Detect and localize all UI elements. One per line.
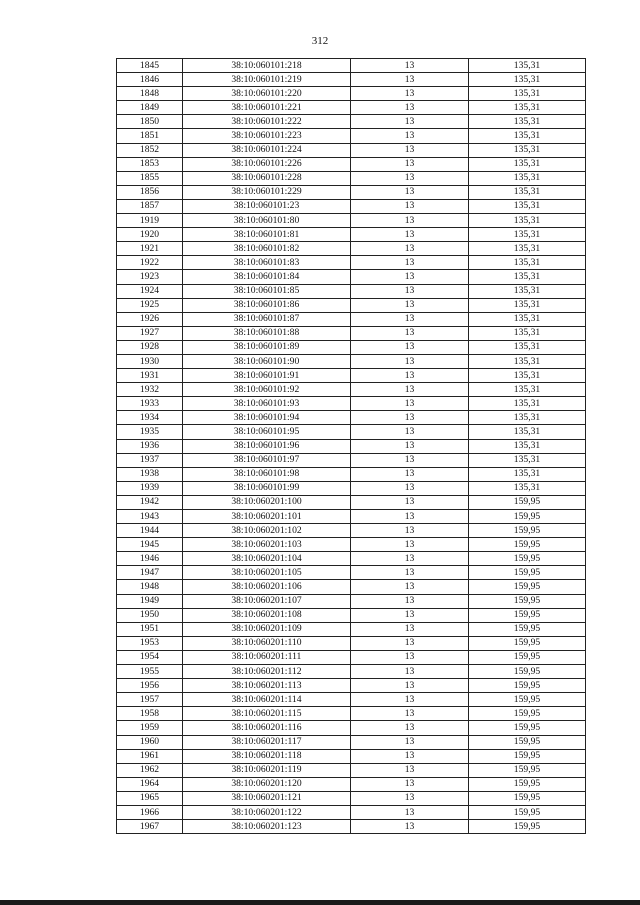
cadastral-number-cell: 38:10:060201:105 <box>183 566 351 580</box>
cadastral-number-cell: 38:10:060201:117 <box>183 735 351 749</box>
cadastral-number-cell: 38:10:060101:23 <box>183 199 351 213</box>
table-row <box>117 805 586 819</box>
row-number-cell: 1927 <box>117 326 183 340</box>
cadastral-number-cell: 38:10:060201:120 <box>183 777 351 791</box>
table-row <box>117 665 586 679</box>
table-row <box>117 326 586 340</box>
row-number-cell: 1935 <box>117 425 183 439</box>
row-number-cell: 1857 <box>117 199 183 213</box>
row-number-cell: 1925 <box>117 298 183 312</box>
zone-cell: 13 <box>351 763 469 777</box>
zone-cell: 13 <box>351 340 469 354</box>
table-row <box>117 87 586 101</box>
table-row <box>117 735 586 749</box>
zone-cell: 13 <box>351 87 469 101</box>
table-row <box>117 312 586 326</box>
value-cell: 135,31 <box>469 242 586 256</box>
table-row <box>117 340 586 354</box>
cadastral-number-cell: 38:10:060201:104 <box>183 552 351 566</box>
table-row <box>117 101 586 115</box>
zone-cell: 13 <box>351 411 469 425</box>
row-number-cell: 1851 <box>117 129 183 143</box>
zone-cell: 13 <box>351 777 469 791</box>
value-cell: 159,95 <box>469 608 586 622</box>
value-cell: 135,31 <box>469 129 586 143</box>
zone-cell: 13 <box>351 552 469 566</box>
cadastral-number-cell: 38:10:060101:80 <box>183 214 351 228</box>
value-cell: 135,31 <box>469 270 586 284</box>
table-row <box>117 679 586 693</box>
cadastral-number-cell: 38:10:060201:113 <box>183 679 351 693</box>
zone-cell: 13 <box>351 425 469 439</box>
zone-cell: 13 <box>351 650 469 664</box>
zone-cell: 13 <box>351 467 469 481</box>
cadastral-number-cell: 38:10:060201:110 <box>183 636 351 650</box>
zone-cell: 13 <box>351 73 469 87</box>
value-cell: 135,31 <box>469 73 586 87</box>
cadastral-number-cell: 38:10:060201:108 <box>183 608 351 622</box>
row-number-cell: 1944 <box>117 524 183 538</box>
value-cell: 135,31 <box>469 87 586 101</box>
table-row <box>117 552 586 566</box>
cadastral-number-cell: 38:10:060201:107 <box>183 594 351 608</box>
row-number-cell: 1957 <box>117 693 183 707</box>
zone-cell: 13 <box>351 143 469 157</box>
row-number-cell: 1845 <box>117 59 183 73</box>
cadastral-number-cell: 38:10:060101:224 <box>183 143 351 157</box>
table-row <box>117 495 586 509</box>
table-row <box>117 538 586 552</box>
row-number-cell: 1959 <box>117 721 183 735</box>
table-row <box>117 199 586 213</box>
zone-cell: 13 <box>351 298 469 312</box>
cadastral-number-cell: 38:10:060101:85 <box>183 284 351 298</box>
value-cell: 135,31 <box>469 185 586 199</box>
value-cell: 159,95 <box>469 580 586 594</box>
row-number-cell: 1928 <box>117 340 183 354</box>
zone-cell: 13 <box>351 791 469 805</box>
row-number-cell: 1964 <box>117 777 183 791</box>
row-number-cell: 1965 <box>117 791 183 805</box>
table-row <box>117 143 586 157</box>
row-number-cell: 1850 <box>117 115 183 129</box>
table-row <box>117 608 586 622</box>
zone-cell: 13 <box>351 312 469 326</box>
cadastral-number-cell: 38:10:060101:86 <box>183 298 351 312</box>
page-number: 312 <box>311 35 329 47</box>
value-cell: 159,95 <box>469 622 586 636</box>
zone-cell: 13 <box>351 721 469 735</box>
value-cell: 135,31 <box>469 312 586 326</box>
zone-cell: 13 <box>351 228 469 242</box>
cadastral-number-cell: 38:10:060101:89 <box>183 340 351 354</box>
cadastral-number-cell: 38:10:060201:122 <box>183 805 351 819</box>
row-number-cell: 1919 <box>117 214 183 228</box>
row-number-cell: 1926 <box>117 312 183 326</box>
cadastral-number-cell: 38:10:060201:119 <box>183 763 351 777</box>
cadastral-number-cell: 38:10:060201:115 <box>183 707 351 721</box>
row-number-cell: 1947 <box>117 566 183 580</box>
table-row <box>117 481 586 495</box>
table-row <box>117 256 586 270</box>
value-cell: 135,31 <box>469 369 586 383</box>
zone-cell: 13 <box>351 101 469 115</box>
zone-cell: 13 <box>351 256 469 270</box>
zone-cell: 13 <box>351 397 469 411</box>
row-number-cell: 1956 <box>117 679 183 693</box>
table-row <box>117 777 586 791</box>
cadastral-number-cell: 38:10:060101:94 <box>183 411 351 425</box>
zone-cell: 13 <box>351 679 469 693</box>
row-number-cell: 1943 <box>117 510 183 524</box>
value-cell: 159,95 <box>469 594 586 608</box>
row-number-cell: 1856 <box>117 185 183 199</box>
value-cell: 135,31 <box>469 59 586 73</box>
table-row <box>117 369 586 383</box>
table-row <box>117 636 586 650</box>
value-cell: 135,31 <box>469 383 586 397</box>
zone-cell: 13 <box>351 608 469 622</box>
value-cell: 159,95 <box>469 510 586 524</box>
cadastral-number-cell: 38:10:060101:228 <box>183 171 351 185</box>
cadastral-number-cell: 38:10:060101:83 <box>183 256 351 270</box>
row-number-cell: 1949 <box>117 594 183 608</box>
value-cell: 159,95 <box>469 524 586 538</box>
value-cell: 159,95 <box>469 707 586 721</box>
value-cell: 135,31 <box>469 143 586 157</box>
value-cell: 135,31 <box>469 228 586 242</box>
cadastral-number-cell: 38:10:060201:114 <box>183 693 351 707</box>
row-number-cell: 1920 <box>117 228 183 242</box>
cadastral-number-cell: 38:10:060101:87 <box>183 312 351 326</box>
cadastral-number-cell: 38:10:060201:101 <box>183 510 351 524</box>
zone-cell: 13 <box>351 538 469 552</box>
zone-cell: 13 <box>351 636 469 650</box>
table-row <box>117 749 586 763</box>
row-number-cell: 1961 <box>117 749 183 763</box>
zone-cell: 13 <box>351 354 469 368</box>
value-cell: 159,95 <box>469 749 586 763</box>
row-number-cell: 1923 <box>117 270 183 284</box>
value-cell: 159,95 <box>469 566 586 580</box>
zone-cell: 13 <box>351 594 469 608</box>
table-row <box>117 763 586 777</box>
row-number-cell: 1932 <box>117 383 183 397</box>
parcel-table <box>116 58 586 834</box>
cadastral-number-cell: 38:10:060101:82 <box>183 242 351 256</box>
cadastral-number-cell: 38:10:060101:220 <box>183 87 351 101</box>
table-row <box>117 820 586 834</box>
row-number-cell: 1855 <box>117 171 183 185</box>
value-cell: 135,31 <box>469 256 586 270</box>
zone-cell: 13 <box>351 115 469 129</box>
cadastral-number-cell: 38:10:060101:84 <box>183 270 351 284</box>
zone-cell: 13 <box>351 284 469 298</box>
cadastral-number-cell: 38:10:060201:100 <box>183 495 351 509</box>
row-number-cell: 1966 <box>117 805 183 819</box>
value-cell: 159,95 <box>469 693 586 707</box>
table-row <box>117 171 586 185</box>
table-row <box>117 157 586 171</box>
zone-cell: 13 <box>351 510 469 524</box>
table-row <box>117 524 586 538</box>
row-number-cell: 1948 <box>117 580 183 594</box>
value-cell: 159,95 <box>469 820 586 834</box>
value-cell: 135,31 <box>469 453 586 467</box>
table-row <box>117 214 586 228</box>
cadastral-number-cell: 38:10:060101:98 <box>183 467 351 481</box>
zone-cell: 13 <box>351 622 469 636</box>
value-cell: 135,31 <box>469 340 586 354</box>
zone-cell: 13 <box>351 495 469 509</box>
cadastral-number-cell: 38:10:060101:95 <box>183 425 351 439</box>
row-number-cell: 1955 <box>117 665 183 679</box>
row-number-cell: 1946 <box>117 552 183 566</box>
row-number-cell: 1848 <box>117 87 183 101</box>
value-cell: 135,31 <box>469 354 586 368</box>
cadastral-number-cell: 38:10:060201:106 <box>183 580 351 594</box>
value-cell: 159,95 <box>469 721 586 735</box>
row-number-cell: 1924 <box>117 284 183 298</box>
table-row <box>117 59 586 73</box>
zone-cell: 13 <box>351 481 469 495</box>
zone-cell: 13 <box>351 157 469 171</box>
zone-cell: 13 <box>351 326 469 340</box>
value-cell: 135,31 <box>469 199 586 213</box>
zone-cell: 13 <box>351 129 469 143</box>
row-number-cell: 1942 <box>117 495 183 509</box>
cadastral-number-cell: 38:10:060201:121 <box>183 791 351 805</box>
cadastral-number-cell: 38:10:060101:218 <box>183 59 351 73</box>
row-number-cell: 1931 <box>117 369 183 383</box>
row-number-cell: 1852 <box>117 143 183 157</box>
table-row <box>117 425 586 439</box>
cadastral-number-cell: 38:10:060101:99 <box>183 481 351 495</box>
value-cell: 135,31 <box>469 115 586 129</box>
value-cell: 135,31 <box>469 481 586 495</box>
row-number-cell: 1922 <box>117 256 183 270</box>
cadastral-number-cell: 38:10:060101:92 <box>183 383 351 397</box>
table-row <box>117 594 586 608</box>
cadastral-number-cell: 38:10:060101:219 <box>183 73 351 87</box>
zone-cell: 13 <box>351 820 469 834</box>
row-number-cell: 1849 <box>117 101 183 115</box>
cadastral-number-cell: 38:10:060201:102 <box>183 524 351 538</box>
value-cell: 135,31 <box>469 298 586 312</box>
value-cell: 159,95 <box>469 805 586 819</box>
cadastral-number-cell: 38:10:060101:90 <box>183 354 351 368</box>
value-cell: 159,95 <box>469 791 586 805</box>
zone-cell: 13 <box>351 369 469 383</box>
table-row <box>117 707 586 721</box>
zone-cell: 13 <box>351 185 469 199</box>
row-number-cell: 1921 <box>117 242 183 256</box>
value-cell: 159,95 <box>469 679 586 693</box>
value-cell: 159,95 <box>469 777 586 791</box>
zone-cell: 13 <box>351 453 469 467</box>
zone-cell: 13 <box>351 707 469 721</box>
table-row <box>117 73 586 87</box>
table-row <box>117 129 586 143</box>
value-cell: 159,95 <box>469 552 586 566</box>
value-cell: 135,31 <box>469 397 586 411</box>
value-cell: 135,31 <box>469 157 586 171</box>
row-number-cell: 1930 <box>117 354 183 368</box>
row-number-cell: 1853 <box>117 157 183 171</box>
zone-cell: 13 <box>351 270 469 284</box>
value-cell: 135,31 <box>469 326 586 340</box>
table-row <box>117 411 586 425</box>
table-body <box>117 59 586 834</box>
cadastral-number-cell: 38:10:060201:123 <box>183 820 351 834</box>
table-row <box>117 242 586 256</box>
value-cell: 135,31 <box>469 411 586 425</box>
table-row <box>117 397 586 411</box>
cadastral-number-cell: 38:10:060101:96 <box>183 439 351 453</box>
value-cell: 159,95 <box>469 495 586 509</box>
table-row <box>117 228 586 242</box>
table-row <box>117 467 586 481</box>
value-cell: 159,95 <box>469 538 586 552</box>
cadastral-number-cell: 38:10:060201:103 <box>183 538 351 552</box>
cadastral-number-cell: 38:10:060101:229 <box>183 185 351 199</box>
row-number-cell: 1933 <box>117 397 183 411</box>
row-number-cell: 1960 <box>117 735 183 749</box>
table-row <box>117 115 586 129</box>
zone-cell: 13 <box>351 665 469 679</box>
zone-cell: 13 <box>351 580 469 594</box>
zone-cell: 13 <box>351 566 469 580</box>
zone-cell: 13 <box>351 693 469 707</box>
table-row <box>117 284 586 298</box>
zone-cell: 13 <box>351 242 469 256</box>
table-row <box>117 791 586 805</box>
cadastral-number-cell: 38:10:060101:223 <box>183 129 351 143</box>
row-number-cell: 1934 <box>117 411 183 425</box>
cadastral-number-cell: 38:10:060101:97 <box>183 453 351 467</box>
cadastral-number-cell: 38:10:060101:81 <box>183 228 351 242</box>
value-cell: 135,31 <box>469 171 586 185</box>
row-number-cell: 1954 <box>117 650 183 664</box>
cadastral-number-cell: 38:10:060101:93 <box>183 397 351 411</box>
value-cell: 135,31 <box>469 101 586 115</box>
table-row <box>117 650 586 664</box>
cadastral-number-cell: 38:10:060201:118 <box>183 749 351 763</box>
cadastral-number-cell: 38:10:060101:226 <box>183 157 351 171</box>
table-row <box>117 453 586 467</box>
cadastral-number-cell: 38:10:060201:109 <box>183 622 351 636</box>
row-number-cell: 1958 <box>117 707 183 721</box>
zone-cell: 13 <box>351 735 469 749</box>
value-cell: 135,31 <box>469 425 586 439</box>
row-number-cell: 1967 <box>117 820 183 834</box>
cadastral-number-cell: 38:10:060101:88 <box>183 326 351 340</box>
zone-cell: 13 <box>351 524 469 538</box>
row-number-cell: 1950 <box>117 608 183 622</box>
table-row <box>117 354 586 368</box>
value-cell: 159,95 <box>469 650 586 664</box>
row-number-cell: 1951 <box>117 622 183 636</box>
value-cell: 159,95 <box>469 763 586 777</box>
cadastral-number-cell: 38:10:060201:112 <box>183 665 351 679</box>
table-row <box>117 622 586 636</box>
row-number-cell: 1846 <box>117 73 183 87</box>
table-row <box>117 439 586 453</box>
table-row <box>117 510 586 524</box>
cadastral-number-cell: 38:10:060201:116 <box>183 721 351 735</box>
value-cell: 159,95 <box>469 665 586 679</box>
cadastral-number-cell: 38:10:060101:222 <box>183 115 351 129</box>
row-number-cell: 1936 <box>117 439 183 453</box>
scan-edge-bar <box>0 900 640 905</box>
row-number-cell: 1938 <box>117 467 183 481</box>
value-cell: 159,95 <box>469 636 586 650</box>
cadastral-number-cell: 38:10:060101:221 <box>183 101 351 115</box>
table-row <box>117 298 586 312</box>
table-row <box>117 721 586 735</box>
zone-cell: 13 <box>351 199 469 213</box>
value-cell: 135,31 <box>469 214 586 228</box>
row-number-cell: 1945 <box>117 538 183 552</box>
value-cell: 135,31 <box>469 284 586 298</box>
table-row <box>117 185 586 199</box>
row-number-cell: 1962 <box>117 763 183 777</box>
zone-cell: 13 <box>351 59 469 73</box>
row-number-cell: 1953 <box>117 636 183 650</box>
cadastral-number-cell: 38:10:060101:91 <box>183 369 351 383</box>
zone-cell: 13 <box>351 214 469 228</box>
table-row <box>117 270 586 284</box>
row-number-cell: 1939 <box>117 481 183 495</box>
table-row <box>117 566 586 580</box>
row-number-cell: 1937 <box>117 453 183 467</box>
zone-cell: 13 <box>351 749 469 763</box>
cadastral-number-cell: 38:10:060201:111 <box>183 650 351 664</box>
table-row <box>117 580 586 594</box>
zone-cell: 13 <box>351 171 469 185</box>
zone-cell: 13 <box>351 439 469 453</box>
table-row <box>117 383 586 397</box>
value-cell: 135,31 <box>469 439 586 453</box>
zone-cell: 13 <box>351 805 469 819</box>
value-cell: 135,31 <box>469 467 586 481</box>
value-cell: 159,95 <box>469 735 586 749</box>
table-row <box>117 693 586 707</box>
zone-cell: 13 <box>351 383 469 397</box>
